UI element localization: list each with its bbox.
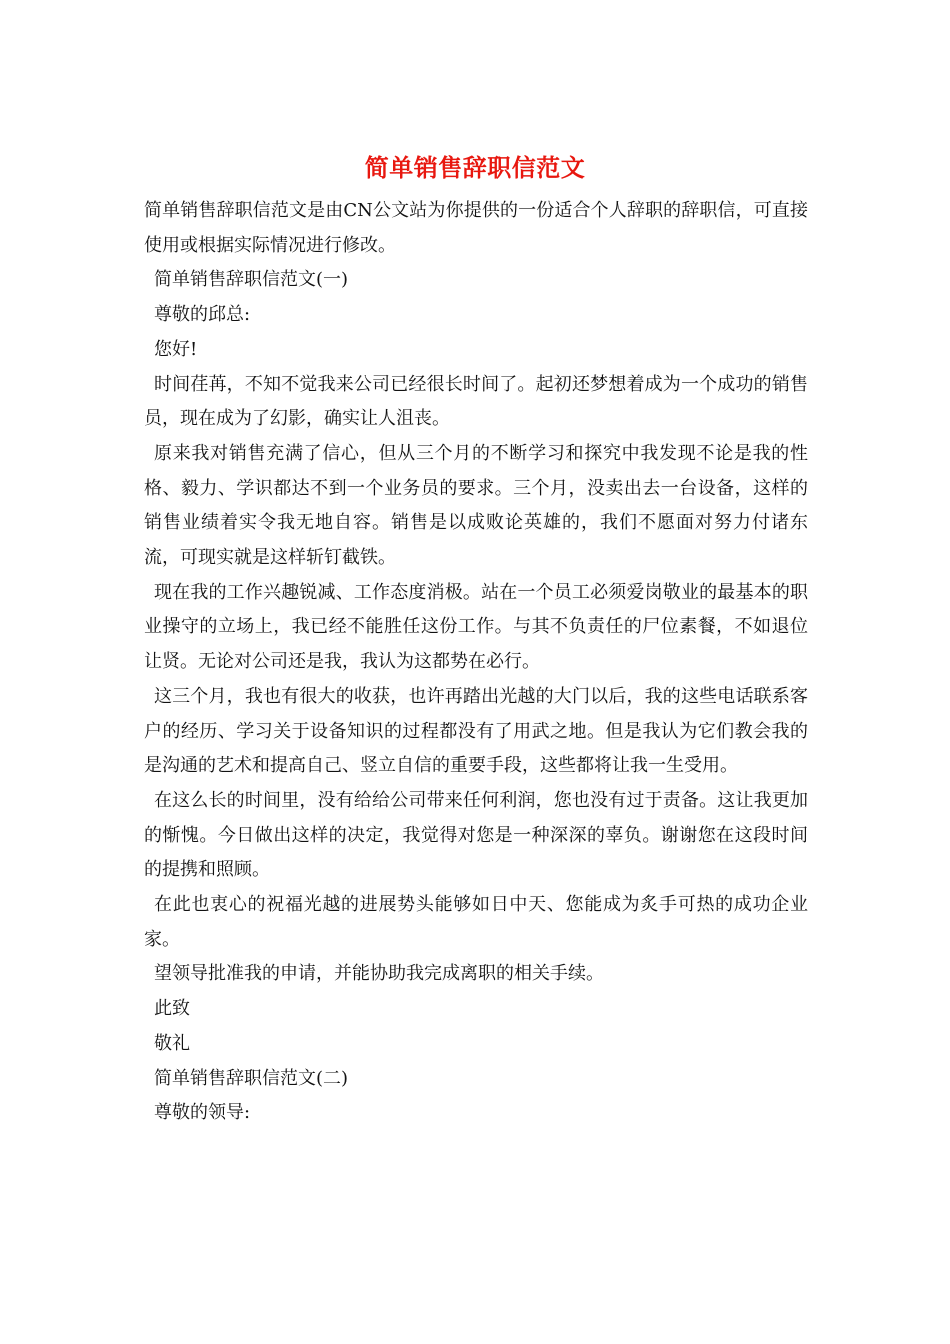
- body-paragraph: 在这么长的时间里，没有给给公司带来任何利润，您也没有过于责备。这让我更加的惭愧。今日做出这样的决定，我觉得对您是一种深深的辜负。谢谢您在这段时间的提携和照顾。: [144, 789, 808, 881]
- body-paragraph: 这三个月，我也有很大的收获，也许再踏出光越的大门以后，我的这些电话联系客户的经历、学习关于设备知识的过程都没有了用武之地。但是我认为它们教会我的是沟通的艺术和提高自己、竖立自信的重要手段，这些都将让我一生受用。: [144, 685, 808, 777]
- closing-line: 敬礼: [154, 1032, 190, 1054]
- body-paragraph: 时间荏苒，不知不觉我来公司已经很长时间了。起初还梦想着成为一个成功的销售员，现在成为了幻影，确实让人沮丧。: [144, 373, 808, 430]
- body-paragraph: 原来我对销售充满了信心，但从三个月的不断学习和探究中我发现不论是我的性格、毅力、学识都达不到一个业务员的要求。三个月，没卖出去一台设备，这样的销售业绩着实令我无地自容。销售是以成败论英雄的，我们不愿面对努力付诸东流，可现实就是这样斩钉截铁。: [144, 442, 808, 569]
- salutation: 尊敬的邱总:: [154, 304, 251, 326]
- greeting: 您好!: [154, 338, 198, 360]
- body-paragraph: 望领导批准我的申请，并能协助我完成离职的相关手续。: [154, 963, 604, 985]
- closing-line: 此致: [154, 998, 190, 1020]
- document-body: [144, 194, 808, 1131]
- section-heading-1: 简单销售辞职信范文(一): [154, 269, 349, 291]
- section-heading-2: 简单销售辞职信范文(二): [154, 1067, 349, 1089]
- body-paragraph: 现在我的工作兴趣锐减、工作态度消极。站在一个员工必须爱岗敬业的最基本的职业操守的立场上，我已经不能胜任这份工作。与其不负责任的尸位素餐，不如退位让贤。无论对公司还是我，我认为这都势在必行。: [144, 581, 808, 673]
- intro-paragraph: 简单销售辞职信范文是由CN公文站为你提供的一份适合个人辞职的辞职信，可直接使用或根据实际情况进行修改。: [144, 200, 808, 256]
- body-paragraph: 在此也衷心的祝福光越的进展势头能够如日中天、您能成为炙手可热的成功企业家。: [144, 894, 808, 950]
- document-title: 简单销售辞职信范文: [364, 153, 586, 182]
- salutation: 尊敬的领导:: [154, 1102, 251, 1124]
